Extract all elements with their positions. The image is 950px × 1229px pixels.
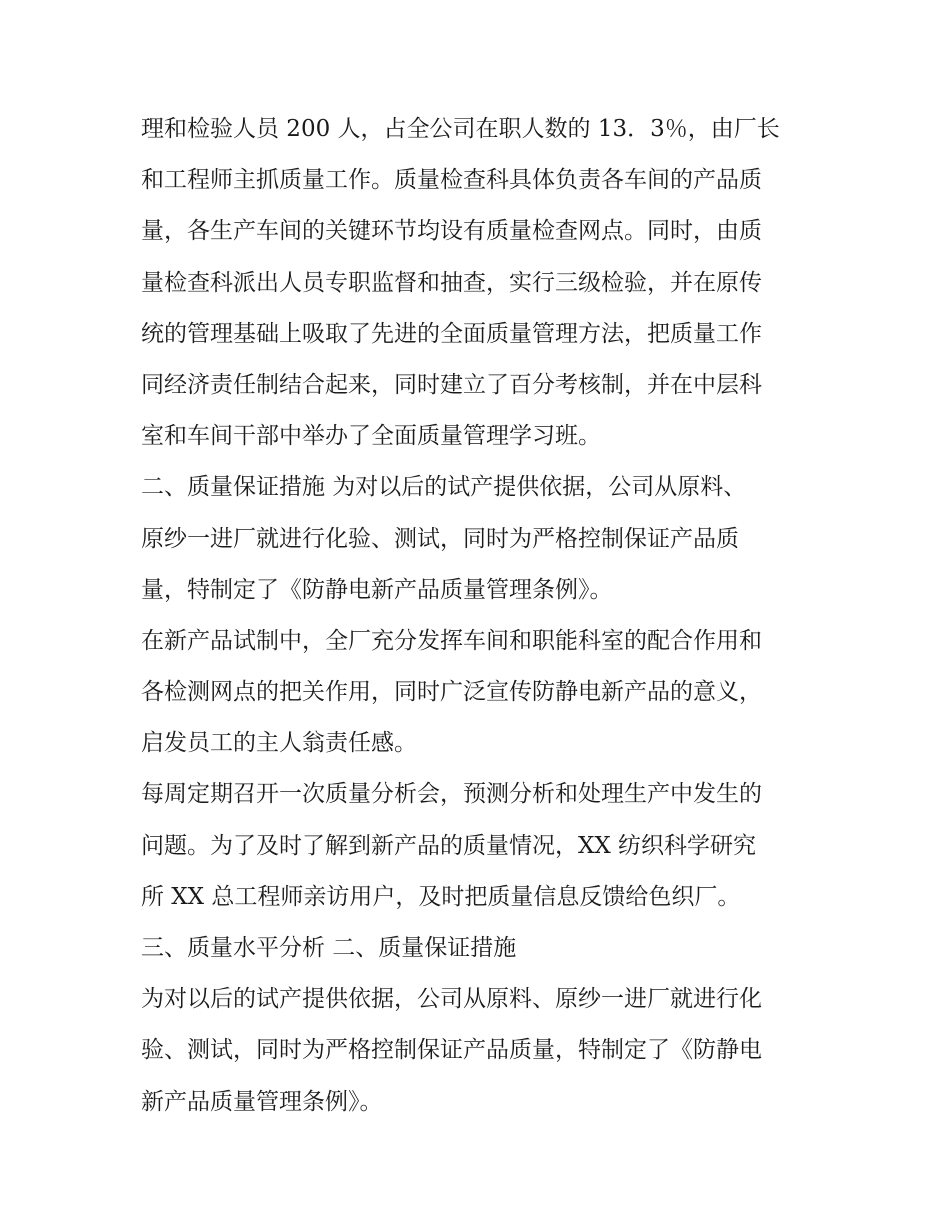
document-body — [141, 104, 816, 1128]
text-line: 所 XX 总工程师亲访用户，及时把质量信息反馈给色织厂。 — [141, 883, 741, 910]
text-line: 在新产品试制中，全厂充分发挥车间和职能科室的配合作用和 — [141, 627, 762, 654]
text-line: 理和检验人员 200 人，占全公司在职人数的 13．3％，由厂长 — [141, 116, 780, 142]
text-line: 同经济责任制结合起来，同时建立了百分考核制，并在中层科 — [141, 371, 762, 398]
section-heading-line: 二、质量保证措施 为对以后的试产提供依据，公司从原料、 — [141, 474, 747, 501]
text-line: 问题。为了及时了解到新产品的质量情况，XX 纺织科学研究 — [141, 832, 757, 859]
text-line: 新产品质量管理条例》。 — [141, 1088, 383, 1115]
text-line: 每周定期召开一次质量分析会，预测分析和处理生产中发生的 — [141, 781, 762, 808]
text-line: 原纱一进厂就进行化验、测试，同时为严格控制保证产品质 — [141, 525, 739, 552]
text-line: 统的管理基础上吸取了先进的全面质量管理方法，把质量工作 — [141, 320, 762, 347]
text-line: 各检测网点的把关作用，同时广泛宣传防静电新产品的意义， — [141, 679, 762, 706]
text-line: 量检查科派出人员专职监督和抽查，实行三级检验，并在原传 — [141, 269, 762, 296]
text-line: 为对以后的试产提供依据，公司从原料、原纱一进厂就进行化 — [141, 986, 762, 1013]
text-line: 和工程师主抓质量工作。质量检查科具体负责各车间的产品质 — [141, 167, 762, 194]
text-line: 验、测试，同时为严格控制保证产品质量，特制定了《防静电 — [141, 1037, 762, 1064]
text-line: 启发员工的主人翁责任感。 — [141, 730, 417, 757]
text-line: 量，特制定了《防静电新产品质量管理条例》。 — [141, 576, 613, 603]
text-line: 量，各生产车间的关键环节均设有质量检查网点。同时，由质 — [141, 218, 762, 245]
text-line: 室和车间干部中举办了全面质量管理学习班。 — [141, 423, 601, 450]
section-heading-line: 三、质量水平分析 二、质量保证措施 — [141, 935, 517, 961]
